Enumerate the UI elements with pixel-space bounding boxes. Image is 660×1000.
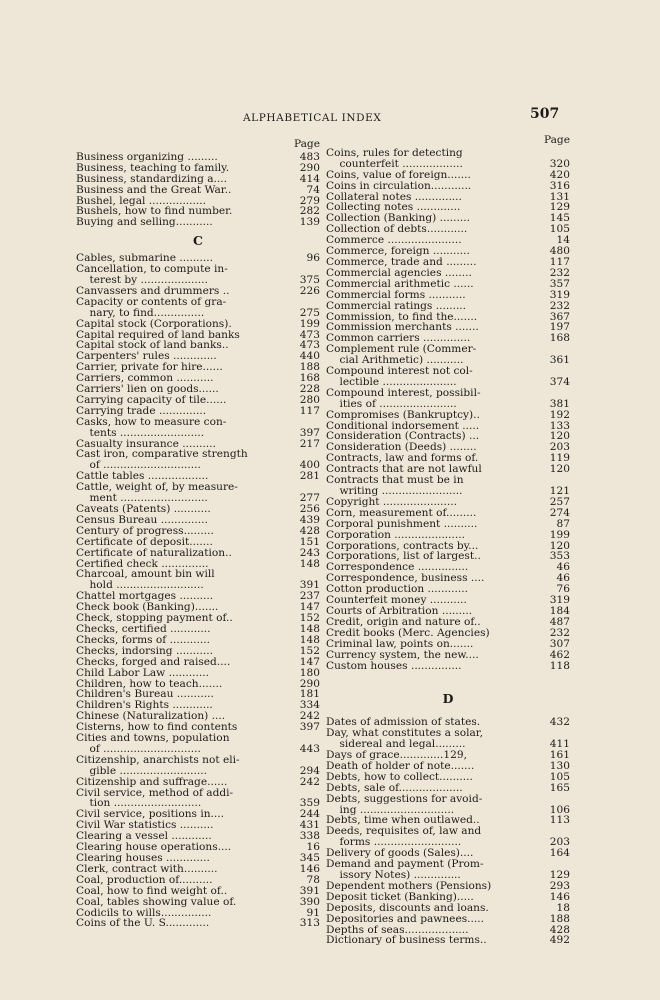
index-entry-page: 129 bbox=[549, 869, 570, 881]
index-entry-text: Cisterns, how to find contents bbox=[76, 721, 238, 734]
index-entry-text: Cancellation, to compute in- terest by .................... bbox=[76, 263, 228, 286]
index-entry-text: Correspondence, business .... bbox=[326, 572, 485, 585]
index-entry bbox=[326, 903, 570, 914]
index-entry-text: Cities and towns, population of ............................. bbox=[76, 732, 230, 755]
index-entry-text: Checks, forms of ............ bbox=[76, 633, 211, 646]
index-entry-page: 244 bbox=[299, 808, 320, 821]
index-entry-text: Bushel, legal ................. bbox=[76, 194, 207, 207]
index-entry-text: Checks, indorsing ........... bbox=[76, 644, 213, 657]
index-entry bbox=[326, 794, 570, 816]
index-entry-page: 192 bbox=[549, 408, 570, 421]
index-entry-text: Corporal punishment .......... bbox=[326, 517, 478, 530]
index-entry-page: 113 bbox=[549, 814, 570, 827]
index-entry-text: Certificate of naturalization.. bbox=[76, 546, 232, 559]
index-entry-page: 188 bbox=[299, 361, 320, 374]
index-entry-text: Coins in circulation............ bbox=[326, 179, 472, 192]
index-entry-text: Carriers, common ........... bbox=[76, 372, 214, 385]
index-entry-text: Coal, how to find weight of.. bbox=[76, 884, 228, 897]
index-entry-page: 277 bbox=[299, 492, 320, 505]
index-entry-page: 367 bbox=[549, 310, 570, 323]
index-entry-page: 411 bbox=[549, 738, 570, 751]
index-entry bbox=[326, 935, 570, 946]
index-entry-page: 319 bbox=[549, 288, 570, 301]
index-entry-text: Dates of admission of states. bbox=[326, 716, 481, 729]
index-entry-text: Certified check .............. bbox=[76, 557, 209, 570]
index-entry-text: Cattle, weight of, by measure- ment .......................... bbox=[76, 481, 238, 505]
index-entry bbox=[326, 914, 570, 925]
index-entry-page: 353 bbox=[549, 550, 570, 563]
index-entry-text: Coins, value of foreign....... bbox=[326, 168, 471, 181]
index-entry-page: 359 bbox=[299, 797, 320, 810]
index-entry-page: 148 bbox=[299, 633, 320, 646]
index-entry-page: 152 bbox=[299, 644, 320, 657]
index-entry-page: 217 bbox=[299, 437, 320, 450]
index-entry bbox=[76, 777, 320, 788]
index-entry-text: Canvassers and drummers .. bbox=[76, 284, 230, 297]
index-entry-text: Cast iron, comparative strength of ............................. bbox=[76, 448, 248, 472]
index-entry-page: 431 bbox=[299, 819, 320, 832]
index-entry bbox=[76, 297, 320, 319]
index-entry-text: Buying and selling........... bbox=[76, 216, 213, 229]
index-entry-page: 203 bbox=[549, 836, 570, 849]
left-column-entries bbox=[76, 152, 320, 929]
index-entry bbox=[326, 410, 570, 421]
index-entry bbox=[326, 366, 570, 388]
index-entry-text: Children's Rights ............ bbox=[76, 699, 213, 712]
index-entry-text: Depositories and pawnees..... bbox=[326, 912, 484, 925]
index-entry-text: Compound interest, possibil- ities of ....................... bbox=[326, 386, 481, 410]
index-entry bbox=[326, 181, 570, 192]
index-entry-page: 121 bbox=[549, 485, 570, 497]
index-entry-text: Capital required of land banks bbox=[76, 328, 240, 341]
index-entry-text: Dictionary of business terms.. bbox=[326, 934, 487, 947]
index-entry-page: 432 bbox=[549, 716, 570, 729]
index-entry-text: Carriers' lien on goods...... bbox=[76, 383, 219, 396]
index-entry-text: Collection (Banking) ......... bbox=[326, 212, 470, 225]
index-entry-page: 440 bbox=[299, 350, 320, 363]
index-entry-text: Carrier, private for hire...... bbox=[76, 361, 223, 374]
index-entry-page: 237 bbox=[299, 590, 320, 603]
index-entry-text: Day, what constitutes a solar, sidereal and legal......... bbox=[326, 727, 484, 751]
section-letter-c: C bbox=[193, 233, 203, 249]
index-entry-text: Clearing a vessel ............ bbox=[76, 830, 212, 843]
index-entry-text: Collateral notes .............. bbox=[326, 190, 462, 203]
index-entry-text: Corporations, contracts by... bbox=[326, 539, 479, 552]
index-entry bbox=[76, 417, 320, 439]
index-entry-page: 319 bbox=[549, 594, 570, 607]
index-entry-page: 334 bbox=[299, 699, 320, 712]
index-entry-text: Civil service, method of addi- tion .......................... bbox=[76, 786, 234, 810]
index-entry-text: Business, teaching to family. bbox=[76, 161, 230, 174]
index-entry bbox=[76, 918, 320, 929]
index-entry-text: Consideration (Contracts) ... bbox=[326, 430, 480, 443]
index-entry-text: Carrying trade .............. bbox=[76, 404, 207, 417]
index-entry-text: Contracts that are not lawful bbox=[326, 463, 482, 476]
index-entry-text: Compound interest not col- lectible ...................... bbox=[326, 365, 473, 388]
index-entry-page: 146 bbox=[299, 862, 320, 875]
index-entry-page: 152 bbox=[299, 612, 320, 625]
right-column-entries bbox=[326, 148, 570, 946]
index-entry-page: 203 bbox=[549, 441, 570, 454]
index-entry bbox=[326, 859, 570, 881]
index-entry-page: 96 bbox=[306, 252, 320, 265]
index-entry-page: 120 bbox=[549, 463, 570, 476]
index-entry-text: Commercial agencies ........ bbox=[326, 266, 472, 279]
index-entry-page: 120 bbox=[549, 430, 570, 443]
index-entry-page: 180 bbox=[299, 666, 320, 679]
index-entry-page: 14 bbox=[556, 234, 570, 247]
index-entry-page: 242 bbox=[299, 710, 320, 723]
index-entry-text: Commerce ...................... bbox=[326, 234, 462, 247]
index-entry-page: 46 bbox=[556, 572, 570, 585]
index-entry-page: 420 bbox=[549, 168, 570, 181]
index-entry bbox=[76, 537, 320, 548]
index-entry-page: 439 bbox=[299, 513, 320, 526]
index-entry-text: Caveats (Patents) ........... bbox=[76, 503, 211, 515]
index-entry-page: 197 bbox=[549, 321, 570, 334]
right-column-page-heading: Page bbox=[543, 134, 570, 146]
index-entry-page: 78 bbox=[306, 873, 320, 886]
index-entry-text: Coal, tables showing value of. bbox=[76, 895, 237, 908]
index-entry bbox=[76, 886, 320, 897]
index-entry-page: 290 bbox=[299, 677, 320, 690]
index-entry-page: 105 bbox=[549, 223, 570, 236]
index-entry-text: Capital stock of land banks.. bbox=[76, 339, 229, 352]
index-entry-page: 281 bbox=[299, 470, 320, 483]
index-entry-page: 232 bbox=[549, 626, 570, 639]
index-entry bbox=[76, 217, 320, 228]
index-entry-page: 390 bbox=[299, 895, 320, 908]
index-entry-text: Chinese (Naturalization) .... bbox=[76, 710, 226, 723]
index-entry-text: Business, standardizing a.... bbox=[76, 172, 228, 185]
index-entry-page: 400 bbox=[299, 459, 320, 472]
index-entry-text: Clerk, contract with.......... bbox=[76, 862, 218, 875]
index-entry-page: 129 bbox=[549, 201, 570, 214]
index-entry-page: 290 bbox=[299, 161, 320, 174]
index-entry-text: Credit, origin and nature of.. bbox=[326, 615, 481, 628]
index-entry-text: Casualty insurance .......... bbox=[76, 437, 216, 450]
index-entry-page: 131 bbox=[549, 190, 570, 203]
index-entry-text: Counterfeit money ........... bbox=[326, 594, 467, 607]
index-entry-page: 487 bbox=[549, 615, 570, 628]
index-entry-text: Days of grace.............129, bbox=[326, 749, 467, 762]
index-entry-page: 148 bbox=[299, 557, 320, 570]
index-entry-text: Copyright ...................... bbox=[326, 495, 458, 508]
index-entry-page: 164 bbox=[549, 847, 570, 860]
index-entry bbox=[76, 569, 320, 591]
index-entry-page: 391 bbox=[299, 579, 320, 592]
index-entry-text: Criminal law, points on....... bbox=[326, 637, 474, 650]
section-letter-d: D bbox=[442, 691, 454, 707]
index-entry-text: Death of holder of note....... bbox=[326, 759, 475, 772]
index-entry-page: 147 bbox=[299, 601, 320, 614]
index-entry-page: 76 bbox=[556, 583, 570, 596]
index-entry-page: 117 bbox=[299, 404, 320, 417]
index-entry-text: Century of progress......... bbox=[76, 524, 214, 537]
index-entry-page: 151 bbox=[299, 535, 320, 548]
index-entry-page: 274 bbox=[549, 506, 570, 519]
index-entry-page: 414 bbox=[299, 172, 320, 185]
index-entry bbox=[326, 530, 570, 541]
index-entry-page: 462 bbox=[549, 648, 570, 661]
index-entry-page: 118 bbox=[549, 659, 570, 672]
index-entry-text: Checks, certified ............ bbox=[76, 622, 211, 635]
index-entry-page: 199 bbox=[299, 317, 320, 330]
index-entry-page: 242 bbox=[299, 775, 320, 788]
index-entry-text: Deeds, requisites of, law and forms .......................... bbox=[326, 825, 482, 849]
index-entry-text: Codicils to wills............... bbox=[76, 906, 212, 919]
index-entry-text: Correspondence ............... bbox=[326, 561, 469, 574]
index-entry-text: Commission, to find the....... bbox=[326, 310, 478, 323]
index-entry-text: Children's Bureau ........... bbox=[76, 688, 214, 701]
index-entry bbox=[76, 733, 320, 755]
index-entry-text: Commerce, foreign ........... bbox=[326, 245, 470, 258]
index-entry-text: Collection of debts............ bbox=[326, 223, 468, 236]
index-entry-text: Depths of seas................... bbox=[326, 923, 469, 936]
index-entry-text: Children, how to teach....... bbox=[76, 677, 223, 690]
index-entry-page: 428 bbox=[549, 923, 570, 936]
index-entry-page: 345 bbox=[299, 852, 320, 864]
index-entry-page: 473 bbox=[299, 328, 320, 341]
index-entry-page: 279 bbox=[299, 194, 320, 207]
index-entry-text: Citizenship, anarchists not eli- gible .......................... bbox=[76, 753, 240, 777]
index-entry-page: 226 bbox=[299, 284, 320, 297]
index-entry-text: Corn, measurement of......... bbox=[326, 506, 477, 519]
right-column bbox=[326, 135, 570, 946]
index-entry-text: Clearing house operations.... bbox=[76, 841, 232, 854]
index-entry-page: 117 bbox=[549, 255, 570, 268]
index-entry-page: 243 bbox=[299, 546, 320, 559]
index-entry-text: Corporations, list of largest.. bbox=[326, 550, 481, 563]
index-entry-page: 473 bbox=[299, 339, 320, 352]
index-entry-page: 106 bbox=[549, 803, 570, 816]
index-entry-text: Commerce, trade and ......... bbox=[326, 255, 477, 268]
index-entry-page: 375 bbox=[299, 273, 320, 286]
index-entry-page: 280 bbox=[299, 393, 320, 406]
index-entry-page: 428 bbox=[299, 524, 320, 537]
index-entry-page: 148 bbox=[299, 622, 320, 635]
index-entry-text: Commercial ratings ......... bbox=[326, 299, 467, 312]
index-entry-page: 147 bbox=[299, 655, 320, 668]
index-entry-text: Carpenters' rules ............. bbox=[76, 350, 217, 363]
index-entry-page: 133 bbox=[549, 419, 570, 432]
index-entry-page: 168 bbox=[549, 332, 570, 345]
index-entry-text: Carrying capacity of tile...... bbox=[76, 393, 227, 406]
index-entry-text: Compromises (Bankruptcy).. bbox=[326, 408, 480, 421]
index-entry-text: Child Labor Law ............ bbox=[76, 666, 209, 679]
index-entry bbox=[76, 174, 320, 185]
index-entry-text: Complement rule (Commer- cial Arithmetic) ........... bbox=[326, 343, 477, 367]
index-entry bbox=[76, 897, 320, 908]
index-entry bbox=[326, 290, 570, 301]
index-entry-text: Capacity or contents of gra- nary, to find............... bbox=[76, 295, 227, 319]
index-entry bbox=[326, 639, 570, 650]
index-entry-page: 483 bbox=[299, 150, 320, 163]
index-entry-page: 184 bbox=[549, 604, 570, 617]
index-entry-text: Check, stopping payment of.. bbox=[76, 612, 233, 625]
index-entry-text: Census Bureau .............. bbox=[76, 513, 208, 526]
index-entry-text: Contracts, law and forms of. bbox=[326, 452, 479, 465]
index-entry-text: Credit books (Merc. Agencies) bbox=[326, 626, 490, 639]
index-entry-page: 74 bbox=[306, 183, 320, 196]
index-entry-page: 391 bbox=[299, 884, 320, 897]
index-entry-page: 338 bbox=[299, 830, 320, 843]
index-entry-page: 492 bbox=[549, 934, 570, 947]
index-entry-text: Coal, production of.......... bbox=[76, 873, 213, 886]
index-entry bbox=[326, 661, 570, 672]
index-entry-text: Custom houses ............... bbox=[326, 659, 462, 672]
index-entry-page: 256 bbox=[299, 503, 320, 515]
index-entry-page: 294 bbox=[299, 764, 320, 777]
index-entry bbox=[76, 755, 320, 777]
index-entry bbox=[76, 548, 320, 559]
index-entry-text: Commercial arithmetic ...... bbox=[326, 277, 474, 290]
index-entry-text: Checks, forged and raised.... bbox=[76, 655, 231, 668]
running-header: ALPHABETICAL INDEX bbox=[243, 112, 382, 124]
index-entry-page: 181 bbox=[299, 688, 320, 701]
index-entry-page: 18 bbox=[556, 901, 570, 914]
index-entry-text: Common carriers .............. bbox=[326, 332, 471, 345]
index-entry-text: Coins of the U. S............. bbox=[76, 917, 210, 930]
index-entry-text: Cotton production ............ bbox=[326, 583, 468, 596]
index-entry-page: 307 bbox=[549, 637, 570, 650]
index-entry-text: Chattel mortgages .......... bbox=[76, 590, 214, 603]
index-entry bbox=[326, 650, 570, 661]
index-entry-text: Certificate of deposit....... bbox=[76, 535, 213, 548]
index-entry-text: Business and the Great War.. bbox=[76, 183, 232, 196]
index-entry bbox=[326, 475, 570, 497]
index-entry-page: 293 bbox=[549, 879, 570, 892]
index-entry-page: 188 bbox=[549, 912, 570, 925]
index-entry bbox=[326, 728, 570, 750]
index-entry-page: 313 bbox=[299, 917, 320, 930]
index-entry-page: 381 bbox=[549, 397, 570, 410]
index-entry-page: 87 bbox=[556, 517, 570, 530]
index-entry-text: Civil War statistics .......... bbox=[76, 819, 214, 832]
index-entry-page: 130 bbox=[549, 759, 570, 772]
index-entry-page: 480 bbox=[549, 245, 570, 258]
index-entry-page: 320 bbox=[549, 157, 570, 170]
index-entry-page: 199 bbox=[549, 528, 570, 541]
index-entry-page: 397 bbox=[299, 426, 320, 439]
index-entry-text: Courts of Arbitration ......... bbox=[326, 604, 473, 617]
index-entry bbox=[326, 519, 570, 530]
index-entry bbox=[326, 170, 570, 181]
index-entry-page: 139 bbox=[299, 216, 320, 229]
index-entry-page: 275 bbox=[299, 306, 320, 319]
index-entry-text: Commercial forms ........... bbox=[326, 288, 466, 301]
index-entry-text: Dependent mothers (Pensions) bbox=[326, 879, 492, 892]
index-entry-text: Collecting notes ............. bbox=[326, 201, 461, 214]
index-entry bbox=[76, 449, 320, 471]
index-entry-page: 119 bbox=[549, 452, 570, 465]
index-entry bbox=[76, 185, 320, 196]
index-entry-text: Corporation ..................... bbox=[326, 528, 466, 541]
index-entry-text: Currency system, the new.... bbox=[326, 648, 479, 661]
index-entry-page: 165 bbox=[549, 781, 570, 794]
index-entry bbox=[326, 301, 570, 312]
index-entry-text: Debts, suggestions for avoid- ing ............................ bbox=[326, 792, 483, 816]
index-entry-page: 397 bbox=[299, 721, 320, 734]
index-entry-text: Capital stock (Corporations). bbox=[76, 317, 232, 330]
left-column bbox=[76, 139, 320, 929]
index-entry bbox=[76, 482, 320, 504]
index-entry-text: Citizenship and suffrage...... bbox=[76, 775, 228, 788]
index-entry-page: 228 bbox=[299, 383, 320, 396]
index-entry bbox=[76, 264, 320, 286]
index-entry-page: 374 bbox=[549, 375, 570, 388]
index-entry-text: Business organizing ......... bbox=[76, 150, 218, 163]
index-entry-page: 357 bbox=[549, 277, 570, 290]
index-entry-page: 46 bbox=[556, 561, 570, 574]
index-entry-page: 16 bbox=[306, 841, 320, 854]
index-entry-text: Debts, time when outlawed.. bbox=[326, 814, 480, 827]
index-entry-text: Cattle tables .................. bbox=[76, 470, 209, 483]
index-entry-text: Consideration (Deeds) ........ bbox=[326, 441, 477, 454]
index-entry-text: Coins, rules for detecting counterfeit .................. bbox=[326, 146, 463, 170]
index-entry bbox=[76, 668, 320, 679]
index-entry bbox=[76, 788, 320, 810]
index-entry bbox=[326, 148, 570, 170]
index-entry-text: Charcoal, amount bin will hold .......................... bbox=[76, 568, 215, 592]
page-number: 507 bbox=[530, 106, 560, 122]
index-entry-page: 105 bbox=[549, 770, 570, 783]
index-entry-text: Debts, how to collect.......... bbox=[326, 770, 473, 783]
index-entry-page: 146 bbox=[549, 890, 570, 903]
index-entry-page: 232 bbox=[549, 266, 570, 279]
index-entry-page: 361 bbox=[549, 354, 570, 367]
index-entry-page: 120 bbox=[549, 539, 570, 552]
index-entry-text: Casks, how to measure con- tents ......................... bbox=[76, 415, 227, 439]
index-entry-page: 91 bbox=[306, 906, 320, 919]
index-entry-page: 232 bbox=[549, 299, 570, 312]
index-entry-text: Debts, sale of................... bbox=[326, 781, 463, 794]
index-entry-text: Contracts that must be in writing ........................ bbox=[326, 474, 464, 497]
index-entry bbox=[76, 657, 320, 668]
index-entry-page: 257 bbox=[549, 495, 570, 508]
left-column-page-heading: Page bbox=[293, 138, 320, 150]
index-entry-page: 282 bbox=[299, 205, 320, 218]
index-entry bbox=[326, 344, 570, 366]
index-entry-text: Deposits, discounts and loans. bbox=[326, 901, 489, 914]
index-entry bbox=[326, 388, 570, 410]
index-entry-text: Bushels, how to find number. bbox=[76, 205, 233, 218]
index-entry-text: Demand and payment (Prom- issory Notes) .............. bbox=[326, 858, 484, 881]
index-entry-page: 443 bbox=[299, 742, 320, 755]
index-entry bbox=[76, 319, 320, 330]
index-entry-text: Commission merchants ....... bbox=[326, 321, 479, 334]
index-entry-page: 145 bbox=[549, 212, 570, 225]
index-entry bbox=[326, 826, 570, 848]
index-entry-page: 316 bbox=[549, 179, 570, 192]
index-entry-text: Check book (Banking)....... bbox=[76, 601, 219, 614]
index-entry-text: Cables, submarine .......... bbox=[76, 252, 214, 265]
index-entry-page: 168 bbox=[299, 372, 320, 385]
index-entry-page: 161 bbox=[549, 749, 570, 762]
index-entry-text: Delivery of goods (Sales).... bbox=[326, 847, 474, 860]
index-entry-text: Civil service, positions in.... bbox=[76, 808, 225, 821]
index-entry-text: Clearing houses ............. bbox=[76, 852, 210, 864]
index-entry-text: Conditional indorsement ..... bbox=[326, 419, 480, 432]
index-entry-text: Deposit ticket (Banking)..... bbox=[326, 890, 474, 903]
